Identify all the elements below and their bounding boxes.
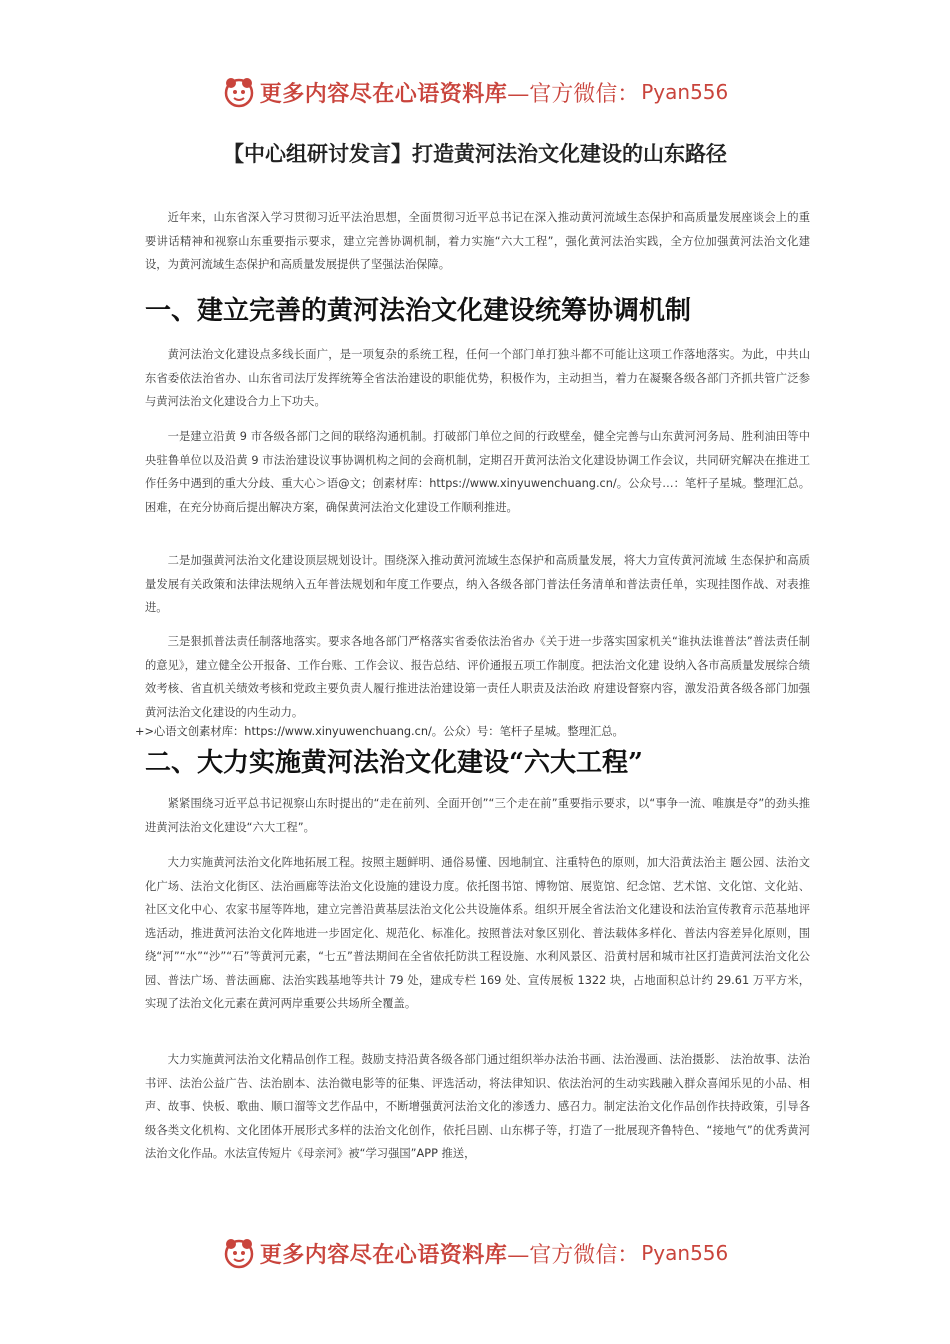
- section2-paragraph-1: 紧紧围绕习近平总书记视察山东时提出的“走在前列、全面开创”“三个走在前”重要指示要求，以“事争一流、唯旗是夺”的劲头推进黄河法治文化建设“六大工程”。: [145, 797, 810, 834]
- section2-paragraph-2: 大力实施黄河法治文化阵地拓展工程。按照主题鲜明、通俗易懂、因地制宜、注重特色的原则，加大沿黄法治主 题公园、法治文化广场、法治文化街区、法治画廊等法治文化设施的建设力度。依托图书馆、博物馆、展览馆、纪念馆、艺术馆、文化馆、文化站、社区文化中心、农家书屋等阵地，建立完善沿黄基层法治文化公共设施体系。组织开展全省法治文化建设和法治宣传教育示范基地评选活动，推进黄河法治文化阵地进一步固定化、规范化、标准化。按照普法对象区别化、普法载体多样化、普法内容差异化原则，围绕“河”“水”“沙”“石”等黄河元素，“七五”普法期间在全省依托防洪工程设施、水利风景区、沿黄村居和城市社区打造黄河法治文化公园、普法广场、普法画廊、法治实践基地等共计 79 处，建成专栏 169 处、宣传展板 1322 块，占地面积总计约 29.61 万平方米，实现了法治文化元素在黄河两岸重要公共场所全覆盖。: [145, 856, 810, 1010]
- mouse-logo-icon: [222, 1236, 256, 1270]
- section-heading-1: 一、建立完善的黄河法治文化建设统筹协调机制: [145, 296, 692, 326]
- intro-paragraph: 近年来，山东省深入学习贯彻习近平法治思想，全面贯彻习近平总书记在深入推动黄河流域生态保护和高质量发展座谈会上的重要讲话精神和视察山东重要指示要求，建立完善协调机制，着力实施“六大工程”，强化黄河法治实践，全方位加强黄河法治文化建设，为黄河流域生态保护和高质量发展提供了坚强法治保障。: [145, 211, 810, 271]
- document-title: 【中心组研讨发言】打造黄河法治文化建设的山东路径: [223, 142, 727, 166]
- banner-separator-text: —官方微信：: [507, 81, 640, 107]
- banner-separator-text: —官方微信：: [507, 1242, 640, 1268]
- section2-paragraph-3: 大力实施黄河法治文化精品创作工程。鼓励支持沿黄各级各部门通过组织举办法治书画、法治漫画、法治摄影、 法治故事、法治书评、法治公益广告、法治剧本、法治微电影等的征集、评选活动，将法律知识、依法治河的生动实践融入群众喜闻乐见的小品、相声、故事、快板、歌曲、顺口溜等文艺作品中，不断增强黄河法治文化的渗透力、感召力。制定法治文化作品创作扶持政策，引导各级各类文化机构、文化团体开展形式多样的法治文化创作，依托吕剧、山东梆子等，打造了一批展现齐鲁特色、“接地气”的优秀黄河法治文化作品。水法宣传短片《母亲河》被“学习强国”APP 推送，: [145, 1053, 810, 1160]
- section1-paragraph-2: 一是建立沿黄 9 市各级各部门之间的联络沟通机制。打破部门单位之间的行政壁垒，健全完善与山东黄河河务局、胜利油田等中央驻鲁单位以及沿黄 9 市法治建设议事协调机构之间的会商机制，定期召开黄河法治文化建设协调工作会议，共同研究解决在推进工作任务中遇到的重大分歧、重大心＞语@文；创素材库：https://www.xinyuwenchuang.cn/。公众号…：笔杆子星城。整理汇总。困难，在充分协商后提出解决方案，确保黄河法治文化建设工作顺利推进。: [145, 430, 810, 514]
- source-note: +>心语文创素材库：https://www.xinyuwenchuang.cn/。公众）号：笔杆子星城。整理汇总。: [135, 725, 624, 738]
- banner-main-text: 更多内容尽在心语资料库: [259, 1241, 508, 1268]
- section1-paragraph-4: 三是狠抓普法责任制落地落实。要求各地各部门严格落实省委依法治省办《关于进一步落实国家机关“谁执法谁普法”普法责任制的意见》，建立健全公开报备、工作台账、工作会议、报告总结、评价通报五项工作制度。把法治文化建 设纳入各市高质量发展综合绩效考核、省直机关绩效考核和党政主要负责人履行推进法治建设第一责任人职责及法治政 府建设督察内容，激发沿黄各级各部门加强黄河法治文化建设的内生动力。: [145, 635, 810, 719]
- section1-paragraph-1: 黄河法治文化建设点多线长面广，是一项复杂的系统工程，任何一个部门单打独斗都不可能让这项工作落地落实。为此，中共山东省委依法治省办、山东省司法厅发挥统筹全省法治建设的职能优势，积极作为，主动担当，着力在凝聚各级各部门齐抓共管广泛参与黄河法治文化建设合力上下功夫。: [145, 348, 810, 408]
- banner-wechat-id: Pyan556: [641, 80, 729, 104]
- footer-banner: [0, 1233, 950, 1273]
- banner-main-text: 更多内容尽在心语资料库: [259, 80, 508, 107]
- header-banner: [0, 72, 950, 112]
- section-heading-2: 二、大力实施黄河法治文化建设“六大工程”: [145, 748, 643, 778]
- section1-paragraph-3: 二是加强黄河法治文化建设顶层规划设计。围绕深入推动黄河流域生态保护和高质量发展，将大力宣传黄河流域 生态保护和高质量发展有关政策和法律法规纳入五年普法规划和年度工作要点，纳入各级各部门普法任务清单和普法责任单，实现挂图作战、对表推进。: [145, 554, 810, 614]
- banner-wechat-id: Pyan556: [641, 1241, 729, 1265]
- mouse-logo-icon: [222, 75, 256, 109]
